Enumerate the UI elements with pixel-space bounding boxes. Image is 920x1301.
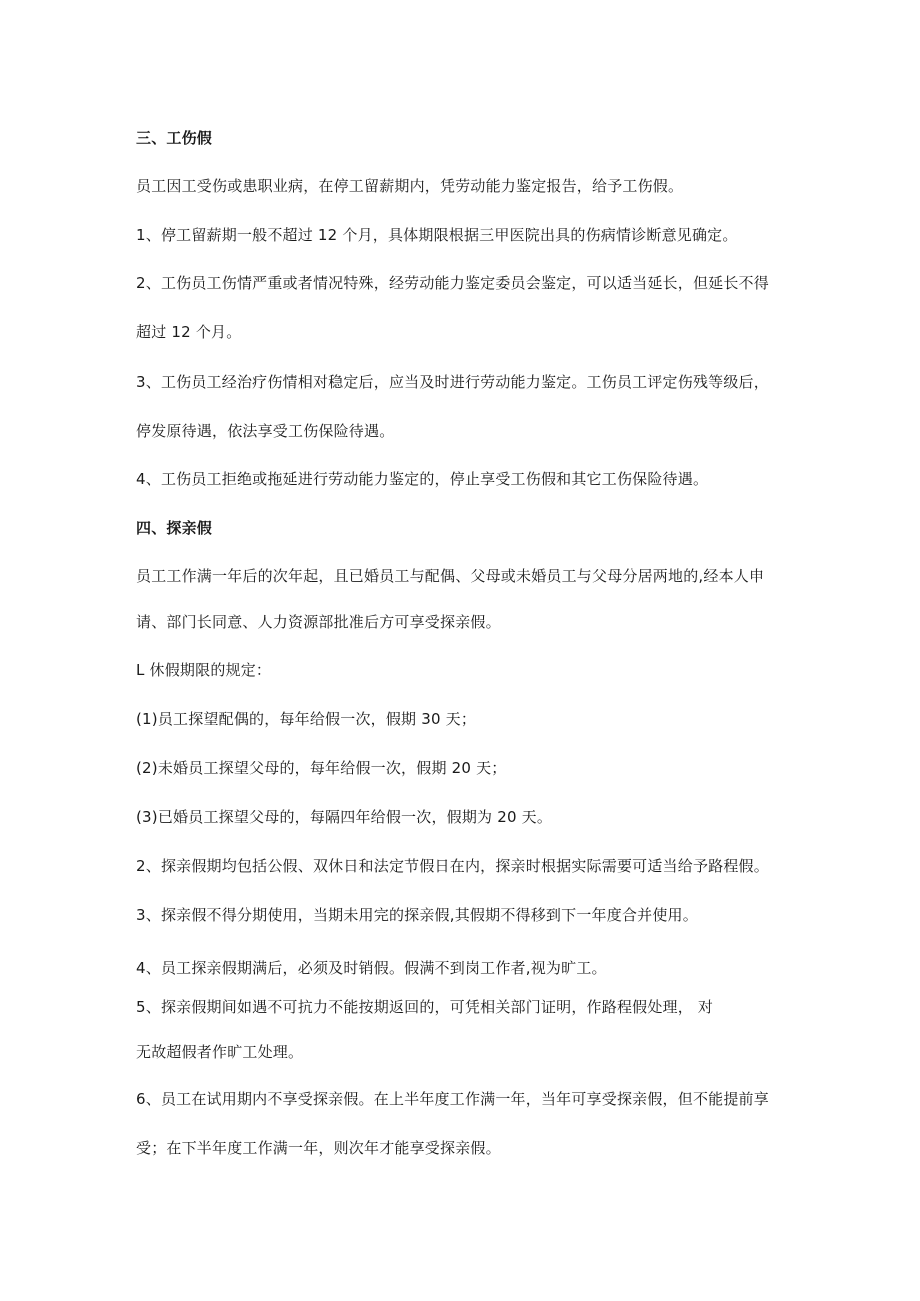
paragraph-work-injury-item-3-line-2: 停发原待遇，依法享受工伤保险待遇。 — [136, 422, 395, 440]
paragraph-home-leave-item-4: 4、员工探亲假期满后，必须及时销假。假满不到岗工作者,视为旷工。 — [136, 959, 607, 977]
paragraph-home-leave-sub-1: (1)员工探望配偶的，每年给假一次，假期 30 天； — [136, 710, 477, 728]
section-heading-work-injury-leave: 三、工伤假 — [136, 129, 213, 147]
paragraph-home-leave-sub-2: (2)未婚员工探望父母的，每年给假一次，假期 20 天； — [136, 759, 507, 777]
paragraph-work-injury-intro: 员工因工受伤或患职业病，在停工留薪期内，凭劳动能力鉴定报告，给予工伤假。 — [136, 177, 684, 195]
paragraph-home-leave-item-5-line-2: 无故超假者作旷工处理。 — [136, 1043, 304, 1061]
paragraph-work-injury-item-2-line-1: 2、工伤员工伤情严重或者情况特殊，经劳动能力鉴定委员会鉴定，可以适当延长，但延长不得 — [136, 274, 769, 292]
paragraph-home-leave-intro-line-1: 员工工作满一年后的次年起，且已婚员工与配偶、父母或未婚员工与父母分居两地的,经本人申 — [136, 567, 765, 585]
paragraph-home-leave-item-2: 2、探亲假期均包括公假、双休日和法定节假日在内，探亲时根据实际需要可适当给予路程假。 — [136, 857, 769, 875]
paragraph-work-injury-item-3-line-1: 3、工伤员工经治疗伤情相对稳定后，应当及时进行劳动能力鉴定。工伤员工评定伤残等级后， — [136, 373, 769, 391]
paragraph-home-leave-sub-3: (3)已婚员工探望父母的，每隔四年给假一次，假期为 20 天。 — [136, 808, 553, 826]
paragraph-home-leave-item-1-title: L 休假期限的规定： — [136, 661, 272, 679]
paragraph-work-injury-item-1: 1、停工留薪期一般不超过 12 个月，具体期限根据三甲医院出具的伤病情诊断意见确定。 — [136, 226, 738, 244]
paragraph-work-injury-item-2-line-2: 超过 12 个月。 — [136, 323, 242, 341]
paragraph-home-leave-item-6-line-1: 6、员工在试用期内不享受探亲假。在上半年度工作满一年，当年可享受探亲假，但不能提前享 — [136, 1090, 769, 1108]
paragraph-home-leave-item-3: 3、探亲假不得分期使用，当期未用完的探亲假,其假期不得移到下一年度合并使用。 — [136, 906, 698, 924]
paragraph-work-injury-item-4: 4、工伤员工拒绝或拖延进行劳动能力鉴定的，停止享受工伤假和其它工伤保险待遇。 — [136, 470, 709, 488]
paragraph-home-leave-intro-line-2: 请、部门长同意、人力资源部批准后方可享受探亲假。 — [136, 613, 501, 631]
section-heading-home-leave: 四、探亲假 — [136, 519, 213, 537]
paragraph-home-leave-item-5-line-1: 5、探亲假期间如遇不可抗力不能按期返回的，可凭相关部门证明，作路程假处理， 对 — [136, 998, 714, 1016]
paragraph-home-leave-item-6-line-2: 受；在下半年度工作满一年，则次年才能享受探亲假。 — [136, 1139, 501, 1157]
